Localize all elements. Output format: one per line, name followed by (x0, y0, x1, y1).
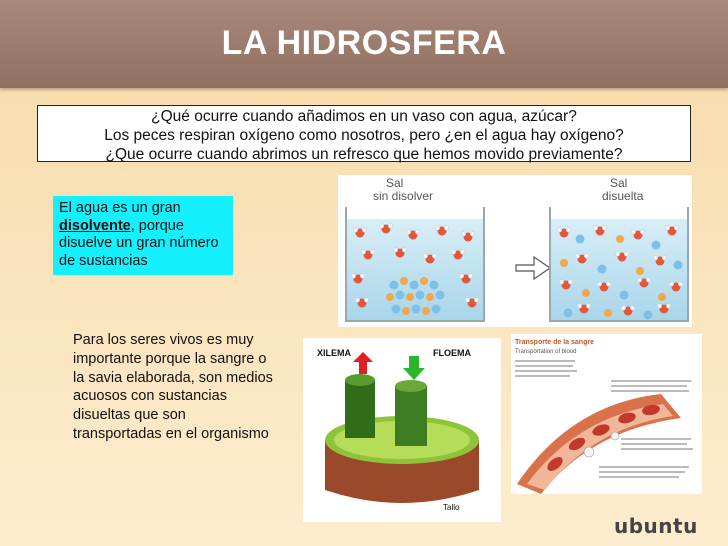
blood-image-title: Transporte de la sangre (515, 339, 594, 346)
xylem-up-arrow-icon (353, 352, 373, 374)
xilema-label: XILEMA (317, 348, 352, 358)
dissolve-arrow-icon (516, 257, 550, 279)
beaker-dissolution-image (338, 175, 692, 327)
phloem-tube (395, 386, 427, 446)
question-line: Los peces respiran oxígeno como nosotros, pero ¿en el agua hay oxígeno? (104, 127, 624, 144)
tallo-label: Tallo (443, 503, 460, 512)
left-label-1: Sal (386, 176, 404, 190)
solvent-text-after: , porque disuelve un gran número de sustancias (59, 217, 219, 269)
solvent-text-before: El agua es un gran (59, 200, 181, 216)
plant-stem-image (303, 338, 501, 522)
question-line: ¿Que ocurre cuando abrimos un refresco que hemos movido previamente? (105, 146, 623, 163)
xylem-tube (345, 380, 375, 438)
right-label-1: Sal (610, 176, 628, 190)
phloem-down-arrow-icon (403, 356, 425, 380)
plant-stem-illustration (303, 338, 501, 522)
blood-image-subtitle: Transportation of blood (515, 349, 577, 355)
floema-label: FLOEMA (433, 348, 471, 358)
question-line: ¿Qué ocurre cuando añadimos en un vaso con agua, azúcar? (151, 108, 577, 125)
beaker-illustration (338, 175, 692, 327)
title-bar (0, 0, 728, 88)
blood-transport-image (511, 334, 702, 494)
ubuntu-logo: ubuntu (614, 514, 698, 538)
right-label-2: disuelta (602, 189, 644, 203)
questions-box (37, 105, 691, 162)
left-label-2: sin disolver (373, 189, 434, 203)
organism-transport-text: Para los seres vivos es muy importante porque la sangre o la savia elaborada, son medios acuosos con sustancias disueltas que son transportadas en el organismo (73, 332, 273, 442)
slide-title: LA HIDROSFERA (221, 24, 507, 62)
blood-vessel-illustration (511, 334, 702, 494)
solvent-keyword: disolvente (59, 217, 131, 234)
solvent-highlight-box (53, 196, 233, 275)
